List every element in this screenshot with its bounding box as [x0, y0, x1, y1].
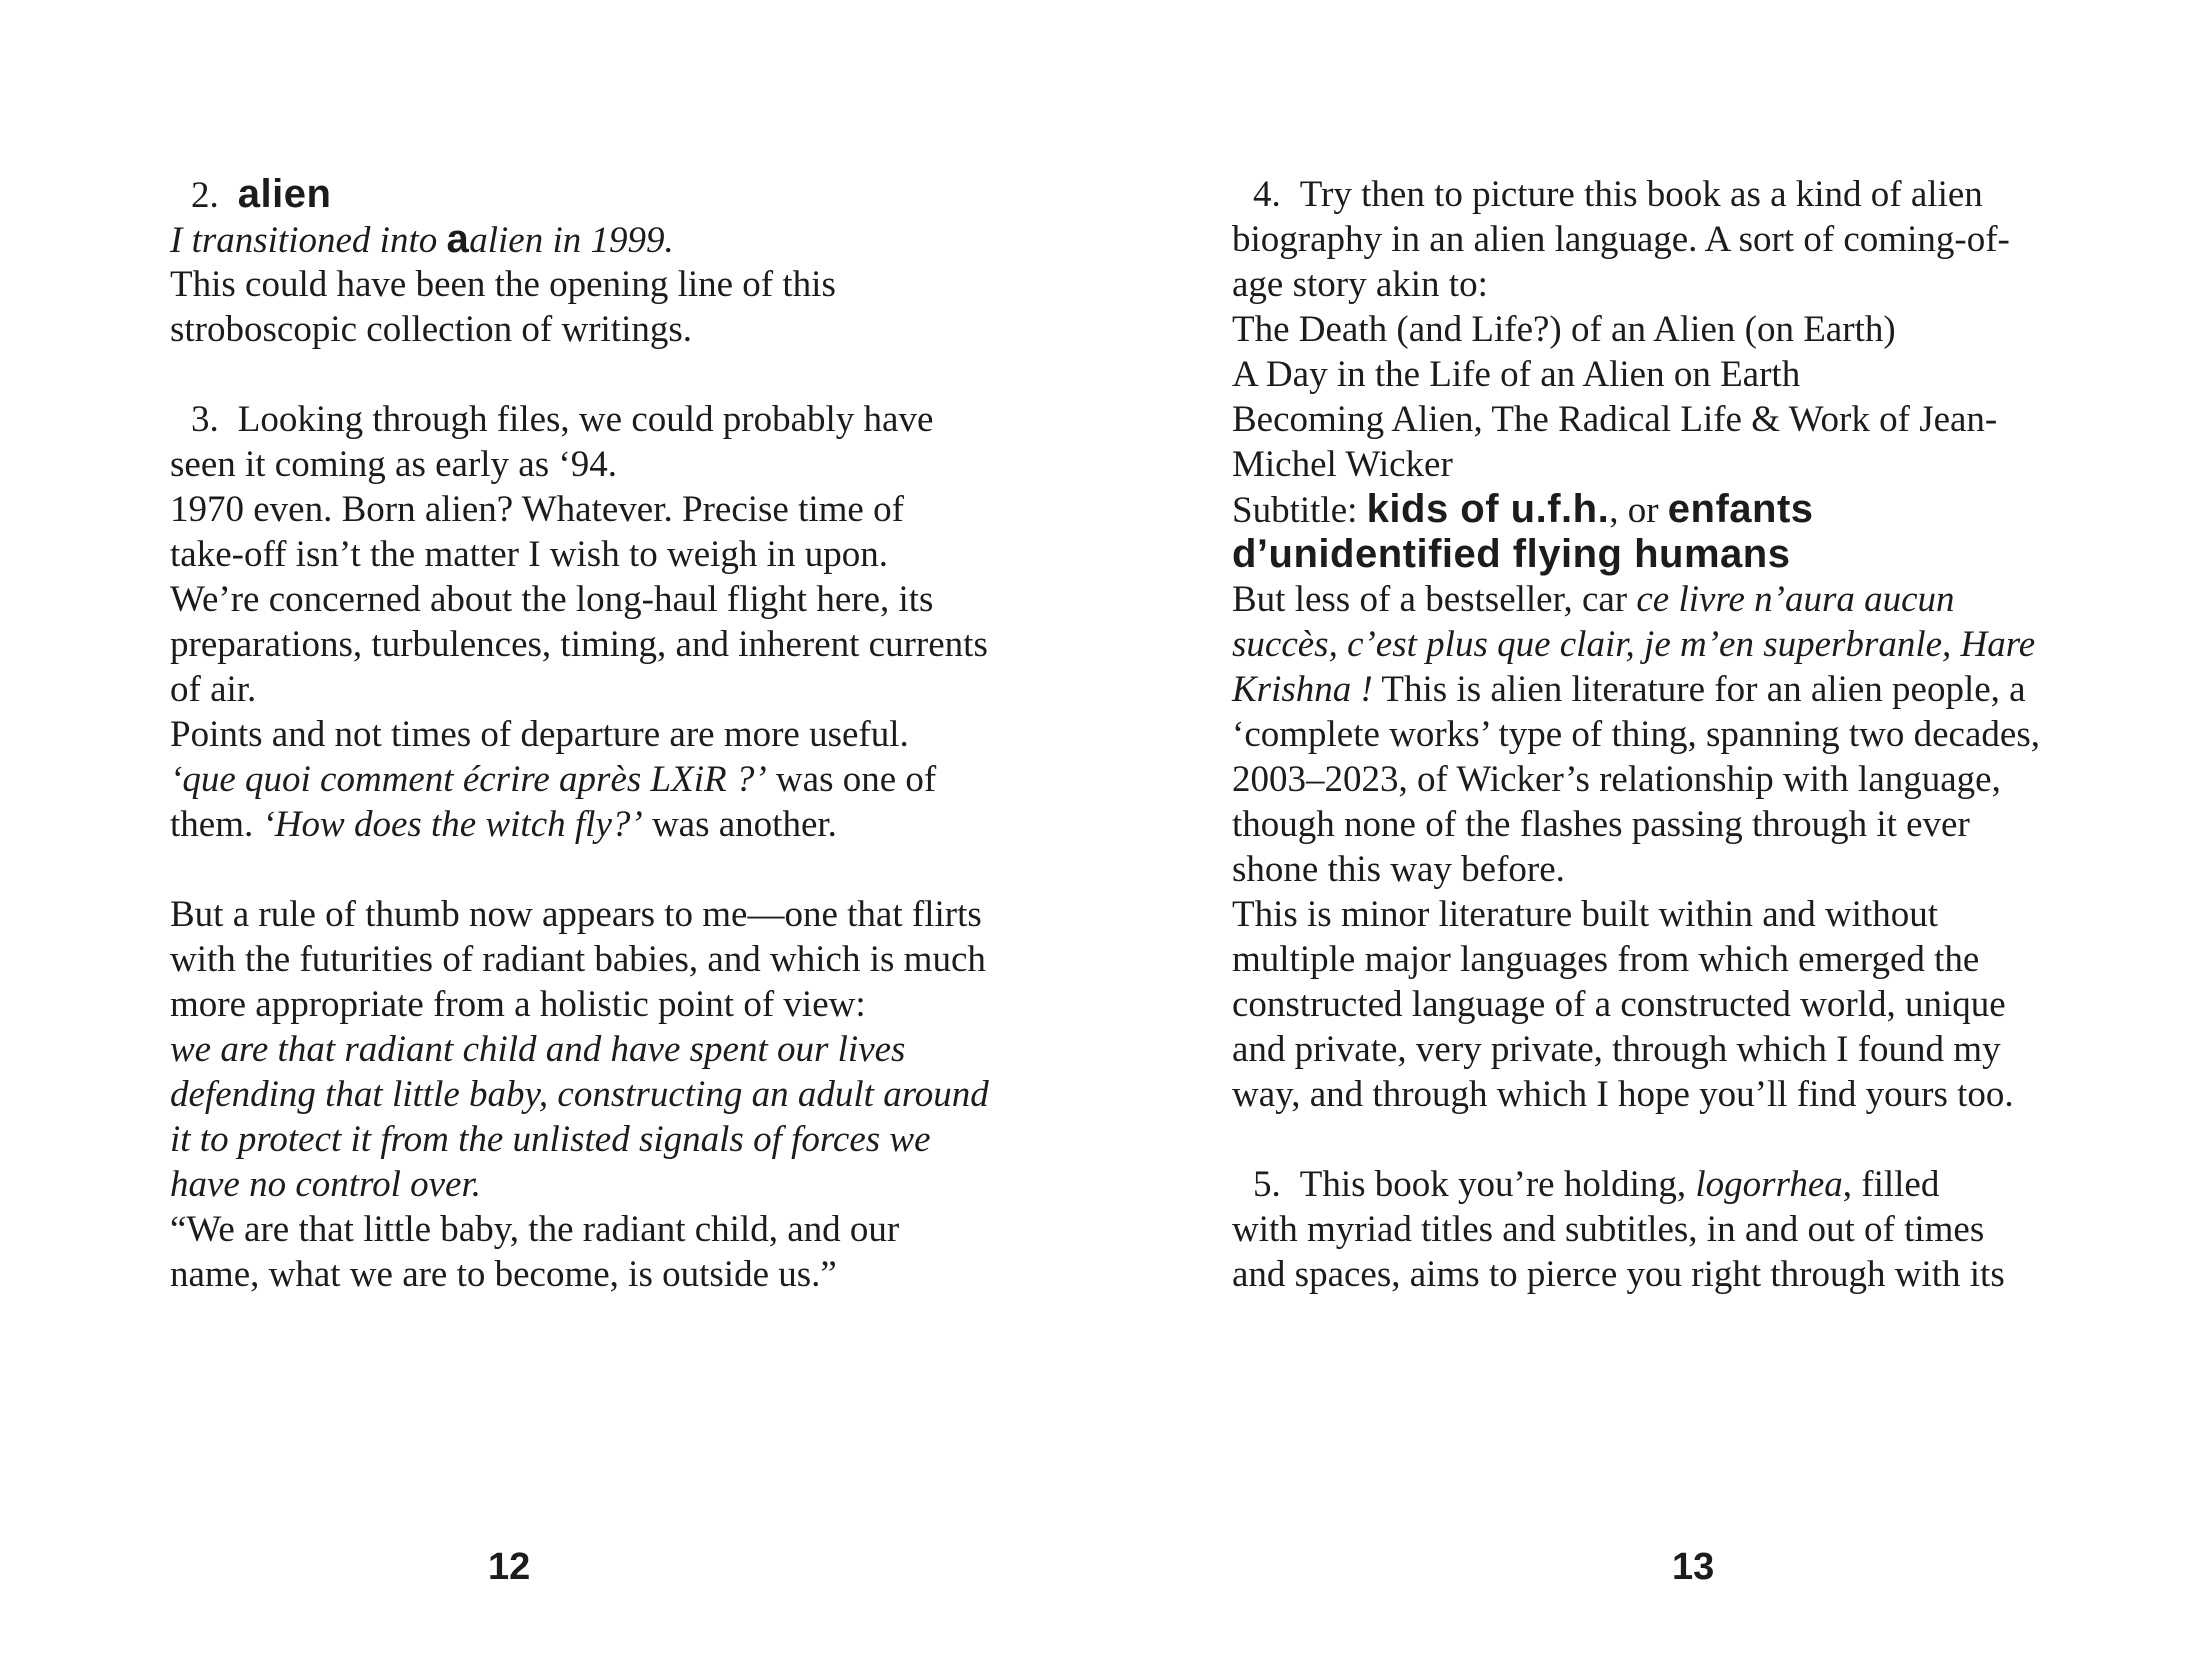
text-line: [1232, 532, 2092, 577]
text-line: [170, 442, 1030, 487]
text-line: [170, 622, 1030, 667]
text-line: [1232, 667, 2092, 712]
text-line: [170, 667, 1030, 712]
text-line: [1232, 982, 2092, 1027]
page-number-left: 12: [488, 1546, 531, 1588]
blank-line: [170, 847, 1030, 892]
italic-text: Krishna !: [1232, 669, 1373, 710]
item-number: 2.: [191, 175, 219, 216]
text-line: [1232, 1252, 2092, 1297]
body-text: Becoming Alien, The Radical Life & Work of Jean-: [1232, 399, 1998, 440]
text-line: [170, 1207, 1030, 1252]
text-line: [1232, 847, 2092, 892]
text-line: [1232, 352, 2092, 397]
body-text: This could have been the opening line of this: [170, 264, 836, 305]
text-line: [170, 172, 1030, 217]
text-line: [170, 577, 1030, 622]
item-number: 3.: [191, 399, 219, 440]
text-line: [170, 487, 1030, 532]
italic-text: defending that little baby, constructing an adult around: [170, 1074, 989, 1115]
body-text: preparations, turbulences, timing, and inherent currents: [170, 624, 988, 665]
text-line: [170, 397, 1030, 442]
text-line: [1232, 307, 2092, 352]
body-text: and spaces, aims to pierce you right through with its: [1232, 1254, 2005, 1295]
body-text: though none of the flashes passing through it ever: [1232, 804, 1970, 845]
body-text: biography in an alien language. A sort of coming-of-: [1232, 219, 2010, 260]
body-text: shone this way before.: [1232, 849, 1565, 890]
text-line: [170, 262, 1030, 307]
body-text: was one of: [766, 759, 937, 800]
body-text: name, what we are to become, is outside us.”: [170, 1254, 837, 1295]
body-text: multiple major languages from which emerged the: [1232, 939, 1980, 980]
bold-sans-text: alien: [237, 172, 332, 216]
item-number: 5.: [1253, 1164, 1281, 1205]
italic-text: we are that radiant child and have spent our lives: [170, 1029, 906, 1070]
text-line: [170, 1162, 1030, 1207]
body-text: them.: [170, 804, 263, 845]
item-number: 4.: [1253, 174, 1281, 215]
text-line: [1232, 937, 2092, 982]
text-line: [170, 1117, 1030, 1162]
body-text: with myriad titles and subtitles, in and out of times: [1232, 1209, 1985, 1250]
body-text: Michel Wicker: [1232, 444, 1453, 485]
page-left-text-block: [170, 172, 1030, 1297]
body-text: seen it coming as early as ‘94.: [170, 444, 617, 485]
body-text: “We are that little baby, the radiant child, and our: [170, 1209, 900, 1250]
italic-text: ce livre n’aura aucun: [1636, 579, 1955, 620]
body-text: and private, very private, through which I found my: [1232, 1029, 2001, 1070]
bold-sans-text: enfants: [1667, 487, 1814, 531]
body-text: The Death (and Life?) of an Alien (on Earth): [1232, 309, 1896, 350]
italic-text: it to protect it from the unlisted signals of forces we: [170, 1119, 931, 1160]
body-text: more appropriate from a holistic point of view:: [170, 984, 866, 1025]
text-line: [1232, 622, 2092, 667]
text-line: [170, 1027, 1030, 1072]
blank-line: [1232, 1117, 2092, 1162]
text-line: [1232, 397, 2092, 442]
italic-text: I transitioned into: [170, 220, 447, 261]
body-text: was another.: [642, 804, 837, 845]
italic-text: ‘que quoi comment écrire après LXiR ?’: [170, 759, 767, 800]
text-line: [1232, 757, 2092, 802]
text-line: [1232, 217, 2092, 262]
text-line: [1232, 1072, 2092, 1117]
body-text: 2003–2023, of Wicker’s relationship with language,: [1232, 759, 2001, 800]
body-text: But a rule of thumb now appears to me—one that flirts: [170, 894, 982, 935]
body-text: Try then to picture this book as a kind of alien: [1299, 174, 1983, 215]
body-text: stroboscopic collection of writings.: [170, 309, 693, 350]
text-line: [170, 937, 1030, 982]
body-text: take-off isn’t the matter I wish to weigh in upon.: [170, 534, 888, 575]
body-text: constructed language of a constructed world, unique: [1232, 984, 2006, 1025]
body-text: But less of a bestseller, car: [1232, 579, 1637, 620]
text-line: [1232, 577, 2092, 622]
bold-sans-text: d’unidentified flying humans: [1232, 532, 1791, 576]
body-text: This book you’re holding,: [1299, 1164, 1696, 1205]
text-line: [170, 802, 1030, 847]
text-line: [1232, 892, 2092, 937]
body-text: with the futurities of radiant babies, and which is much: [170, 939, 986, 980]
body-text: This is alien literature for an alien people, a: [1372, 669, 2026, 710]
text-line: [170, 1252, 1030, 1297]
blank-line: [170, 352, 1030, 397]
page-number-right: 13: [1672, 1546, 1715, 1588]
text-line: [170, 217, 1030, 262]
text-line: [1232, 487, 2092, 532]
text-line: [1232, 1207, 2092, 1252]
text-line: [1232, 442, 2092, 487]
text-line: [1232, 802, 2092, 847]
text-line: [170, 532, 1030, 577]
body-text: 1970 even. Born alien? Whatever. Precise time of: [170, 489, 904, 530]
italic-text: logorrhea: [1695, 1164, 1843, 1205]
body-text: Points and not times of departure are more useful.: [170, 714, 909, 755]
body-text: Looking through files, we could probably have: [237, 399, 934, 440]
body-text: of air.: [170, 669, 257, 710]
text-line: [1232, 1027, 2092, 1072]
text-line: [1232, 262, 2092, 307]
text-line: [1232, 1162, 2092, 1207]
body-text: age story akin to:: [1232, 264, 1488, 305]
text-line: [170, 712, 1030, 757]
body-text: ‘complete works’ type of thing, spanning two decades,: [1232, 714, 2040, 755]
text-line: [170, 982, 1030, 1027]
body-text: Subtitle:: [1232, 490, 1367, 531]
italic-text: ‘How does the witch fly?’: [262, 804, 643, 845]
text-line: [170, 892, 1030, 937]
page-right-text-block: [1232, 172, 2092, 1297]
text-line: [1232, 712, 2092, 757]
text-line: [1232, 172, 2092, 217]
body-text: This is minor literature built within and without: [1232, 894, 1938, 935]
body-text: way, and through which I hope you’ll find yours too.: [1232, 1074, 2014, 1115]
text-line: [170, 1072, 1030, 1117]
italic-text: have no control over.: [170, 1164, 481, 1205]
italic-text: alien in 1999.: [469, 220, 674, 261]
bold-sans-text: a: [446, 217, 470, 261]
text-line: [170, 307, 1030, 352]
text-line: [170, 757, 1030, 802]
body-text: We’re concerned about the long-haul flight here, its: [170, 579, 934, 620]
italic-text: succès, c’est plus que clair, je m’en superbranle, Hare: [1232, 624, 2036, 665]
body-text: A Day in the Life of an Alien on Earth: [1232, 354, 1801, 395]
body-text: , filled: [1842, 1164, 1940, 1205]
body-text: , or: [1609, 490, 1668, 531]
bold-sans-text: kids of u.f.h.: [1366, 487, 1610, 531]
